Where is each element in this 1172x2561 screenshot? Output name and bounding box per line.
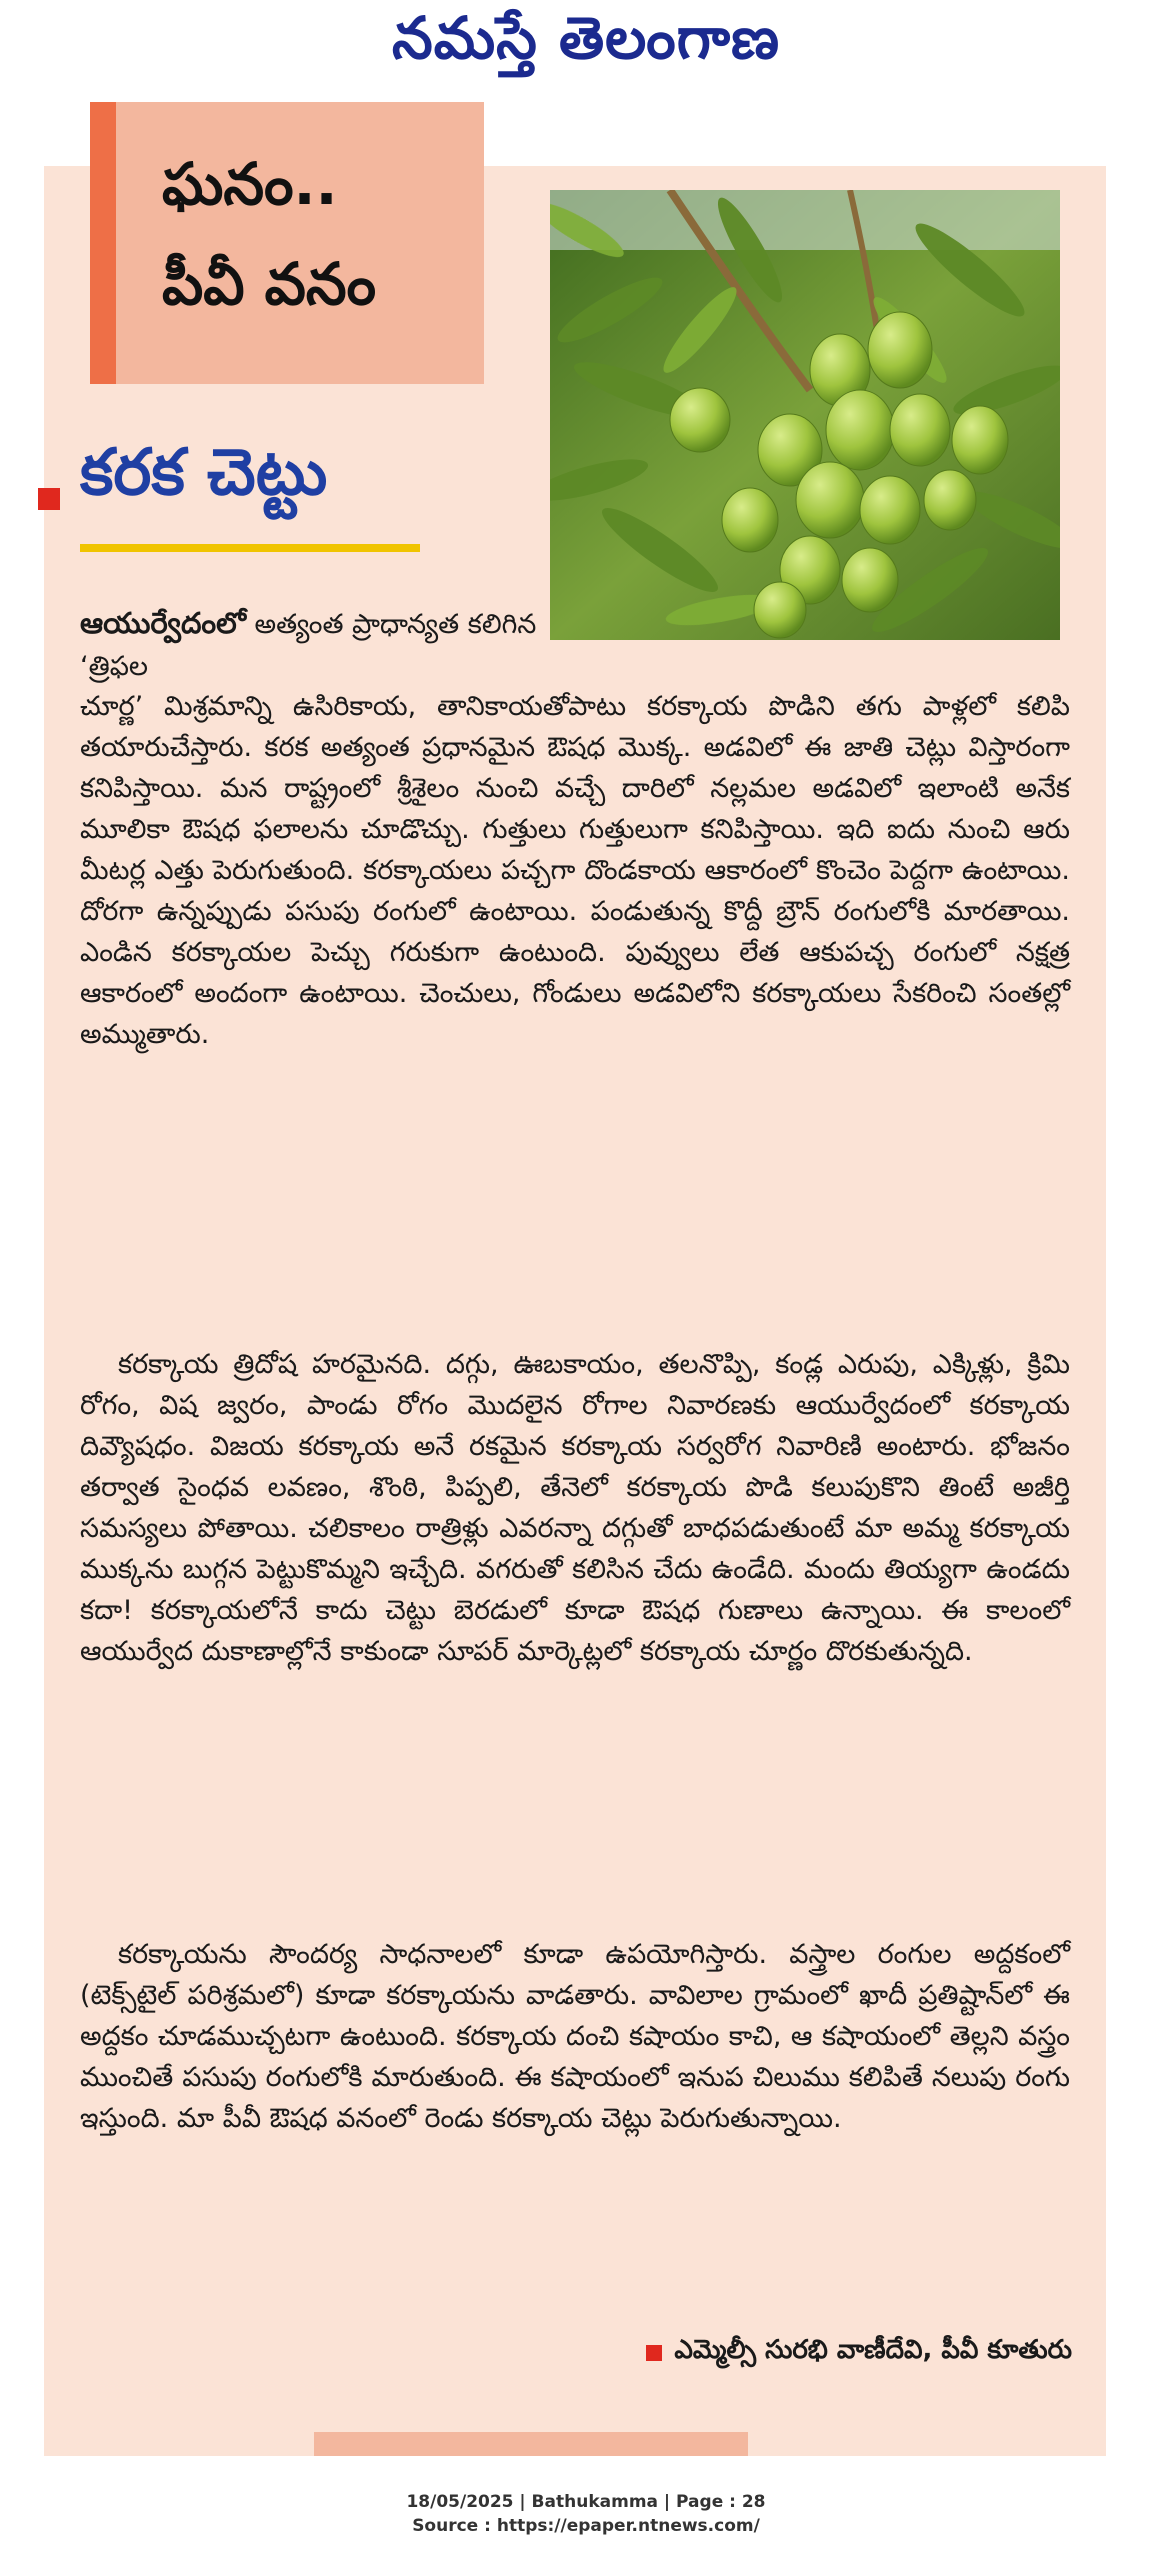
article-title-line-2: పీవీ వనం [162,250,377,318]
footer-date-line: 18/05/2025 | Bathukamma | Page : 28 [406,2492,766,2512]
panel-bottom-bar [314,2432,748,2456]
fruit-tree-illustration [550,190,1060,640]
article-title-line-1: ఘనం.. [162,150,338,218]
article-lead [80,602,540,688]
karaka-tree-photo [550,190,1060,640]
article-paragraph-3: కరక్కాయను సౌందర్య సాధనాలలో కూడా ఉపయోగిస్తారు. వస్త్రాల రంగుల అద్దకంలో (టెక్స్‌టైల్ పరిశ్రమలో) కూడా కరక్కాయను వాడతారు. వావిలాల గ్రామంలో ఖాదీ ప్రతిష్టాన్‌లో ఈ అద్దకం చూడముచ్చటగా ఉంటుంది. కరక్కాయ దంచి కషాయం కాచి, ఆ కషాయంలో తెల్లని వస్త్రం ముంచితే పసుపు రంగులోకి మారుతుంది. ఈ కషాయంలో ఇనుప చిలుము కలిపితే నలుపు రంగు ఇస్తుంది. మా పీవీ ఔషధ వనంలో రెండు కరక్కాయ చెట్లు పెరుగుతున్నాయి. [80,1939,1070,2134]
article-byline [646,2335,1072,2371]
masthead-title: నమస్తే తెలంగాణ [392,3,780,72]
subhead-bullet [38,488,60,510]
lead-rest: అత్యంత ప్రాధాన్యత కలిగిన ‘త్రిఫల [80,609,537,682]
article-subheading: కరక చెట్టు [80,436,328,510]
article-paragraph-1: చూర్ణ’ మిశ్రమాన్ని ఉసిరికాయ, తానికాయతోపాటు కరక్కాయ పొడిని తగు పాళ్లలో కలిపి తయారుచేస్తారు. కరక అత్యంత ప్రధానమైన ఔషధ మొక్క. అడవిలో ఈ జాతి చెట్లు విస్తారంగా కనిపిస్తాయి. మన రాష్ట్రంలో శ్రీశైలం నుంచి వచ్చే దారిలో నల్లమల అడవిలో ఇలాంటి అనేక మూలికా ఔషధ ఫలాలను చూడొచ్చు. గుత్తులు గుత్తులుగా కనిపిస్తాయి. ఇది ఐదు నుంచి ఆరు మీటర్ల ఎత్తు పెరుగుతుంది. కరక్కాయలు పచ్చగా దొండకాయ ఆకారంలో కొంచెం పెద్దగా ఉంటాయి. దోరగా ఉన్నప్పుడు పసుపు రంగులో ఉంటాయి. పండుతున్న కొద్దీ బ్రౌన్ రంగులోకి మారతాయి. ఎండిన కరక్కాయల పెచ్చు గరుకుగా ఉంటుంది. పువ్వులు లేత ఆకుపచ్చ రంగులో నక్షత్ర ఆకారంలో అందంగా ఉంటాయి. చెంచులు, గోండులు అడవిలోని కరక్కాయలు సేకరించి సంతల్లో అమ్ముతారు. [80,691,1070,1050]
subhead-underline [80,544,420,552]
footer-source-line: Source : https://epaper.ntnews.com/ [412,2516,760,2536]
masthead [0,0,1172,90]
byline-text: ఎమ్మెల్సీ సురభి వాణీదేవి, పీవీ కూతురు [674,2335,1072,2365]
title-accent-bar [90,102,116,384]
article-paragraph-2: కరక్కాయ త్రిదోష హరమైనది. దగ్గు, ఊబకాయం, తలనొప్పి, కండ్ల ఎరుపు, ఎక్కిళ్లు, క్రిమి రోగం, విష జ్వరం, పాండు రోగం మొదలైన రోగాల నివారణకు ఆయుర్వేదంలో కరక్కాయ దివ్యౌషధం. విజయ కరక్కాయ అనే రకమైన కరక్కాయ సర్వరోగ నివారిణి అంటారు. భోజనం తర్వాత సైంధవ లవణం, శొంఠి, పిప్పలి, తేనెలో కరక్కాయ పొడి కలుపుకొని తింటే అజీర్తి సమస్యలు పోతాయి. చలికాలం రాత్రిళ్లు ఎవరన్నా దగ్గుతో బాధపడుతుంటే మా అమ్మ కరక్కాయ ముక్కను బుగ్గన పెట్టుకొమ్మని ఇచ్చేది. వగరుతో కలిసిన చేదు ఉండేది. మందు తియ్యగా ఉండదు కదా! కరక్కాయలోనే కాదు చెట్టు బెరడులో కూడా ఔషధ గుణాలు ఉన్నాయి. ఈ కాలంలో ఆయుర్వేద దుకాణాల్లోనే కాకుండా సూపర్ మార్కెట్లలో కరక్కాయ చూర్ణం దొరకుతున్నది. [80,1349,1070,1667]
page-footer [0,2490,1172,2538]
byline-bullet [646,2345,662,2361]
lead-bold-word: ఆయుర్వేదంలో [80,606,246,640]
article-title-box [90,102,484,384]
